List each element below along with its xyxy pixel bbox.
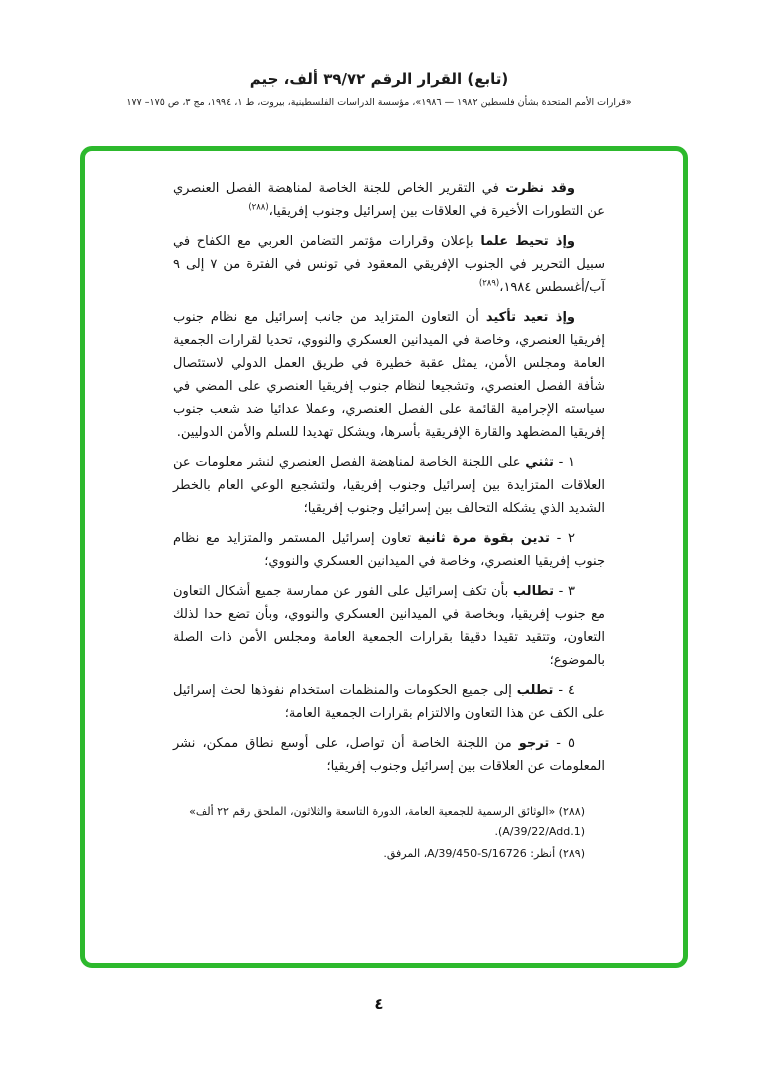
body-paragraph	[173, 306, 605, 444]
paragraph-text: إلى جميع الحكومات والمنظمات استخدام نفوذها لحث إسرائيل على الكف عن هذا التعاون والالتزام بقرارات الجمعية العامة؛	[173, 683, 605, 721]
paragraph-text: تعاون إسرائيل المستمر والمتزايد مع نظام جنوب إفريقيا العنصري، وخاصة في الميدانين العسكري والنووي؛	[173, 531, 605, 569]
paragraph-text: على اللجنة الخاصة لمناهضة الفصل العنصري لنشر معلومات عن العلاقات المتزايدة بين إسرائيل وجنوب إفريقيا، ولتشجيع الوعي العام بالخطر الشديد الذي يشكله التحالف بين إسرائيل وجنوب إفريقيا؛	[173, 455, 605, 516]
paragraph-lead: تثني	[525, 455, 554, 470]
paragraph-number: ٣ -	[554, 584, 575, 599]
source-citation: «قرارات الأمم المتحدة بشأن فلسطين ١٩٨٢ — ١٩٨٦»، مؤسسة الدراسات الفلسطينية، بيروت، ط ١، ١٩٩٤، مج ٣، ص ١٧٥– ١٧٧	[126, 97, 632, 108]
page-title: (تابع) القرار الرقم ٣٩/٧٢ ألف، جيم	[249, 70, 509, 88]
footnotes-section	[85, 802, 683, 864]
paragraph-lead: وإذ تحيط علما	[480, 234, 575, 249]
paragraph-lead: تطلب	[516, 683, 554, 698]
resolution-box	[80, 146, 688, 968]
paragraph-text: أن التعاون المتزايد من جانب إسرائيل مع نظام جنوب إفريقيا العنصري، وخاصة في الميدانين العسكري والنووي، تحديا لقرارات الجمعية العامة ومجلس الأمن، يمثل عقبة خطيرة في طريق العمل الدولي لاستئصال شأفة الفصل العنصري، وتشجيعا لنظام جنوب إفريقيا العنصري على المضي في سياسته الإجرامية القائمة على الفصل العنصري، وعملا عدائيا ضد شعب جنوب إفريقيا المضطهد والقارة الإفريقية بأسرها، ويشكل تهديدا للسلم والأمن الدوليين.	[173, 310, 605, 440]
body-paragraph	[173, 679, 605, 725]
paragraph-lead: تدين بقوة مرة ثانية	[417, 531, 550, 546]
footnote: (٢٨٨) «الوثائق الرسمية للجمعية العامة، الدورة التاسعة والثلاثون، الملحق رقم ٢٢ ألف» (A/39/22/Add.1).	[189, 805, 585, 838]
body-paragraph	[173, 230, 605, 299]
page-header	[0, 0, 758, 108]
paragraph-lead: وقد نظرت	[505, 181, 576, 196]
footnote-ref: (٢٨٩)	[478, 278, 500, 289]
paragraph-number: ٥ -	[549, 736, 575, 751]
resolution-body	[85, 151, 683, 778]
body-paragraph	[173, 732, 605, 778]
body-paragraph	[173, 177, 605, 223]
page-number: ٤	[374, 995, 384, 1013]
paragraph-lead: وإذ تعيد تأكيد	[485, 310, 575, 325]
footnote: (٢٨٩) أنظر: A/39/450-S/16726، المرفق.	[383, 847, 585, 860]
paragraph-number: ٢ -	[549, 531, 575, 546]
paragraph-number: ١ -	[553, 455, 575, 470]
paragraph-lead: تطالب	[512, 584, 554, 599]
paragraph-text: من اللجنة الخاصة أن تواصل، على أوسع نطاق ممكن، نشر المعلومات عن العلاقات بين إسرائيل وجنوب إفريقيا؛	[173, 736, 605, 774]
paragraph-text: بأن تكف إسرائيل على الفور عن ممارسة جميع أشكال التعاون مع جنوب إفريقيا، وبخاصة في الميدانين العسكري والنووي، وبأن تضع حدا لذلك التعاون، وتتقيد تقيدا دقيقا بقرارات الجمعية العامة ومجلس الأمن ذات الصلة بالموضوع؛	[173, 584, 605, 668]
paragraph-number: ٤ -	[553, 683, 575, 698]
paragraph-lead: ترجو	[518, 736, 550, 751]
body-paragraph	[173, 580, 605, 672]
body-paragraph	[173, 451, 605, 520]
paragraph-text: بإعلان وقرارات مؤتمر التضامن العربي مع الكفاح في سبيل التحرير في الجنوب الإفريقي المعقود في تونس في الفترة من ٧ إلى ٩ آب/أغسطس ١٩٨٤،	[173, 234, 605, 295]
paragraph-text: في التقرير الخاص للجنة الخاصة لمناهضة الفصل العنصري عن التطورات الأخيرة في العلاقات بين إسرائيل وجنوب إفريقيا،	[173, 181, 605, 219]
footnote-ref: (٢٨٨)	[248, 202, 269, 213]
body-paragraph	[173, 527, 605, 573]
